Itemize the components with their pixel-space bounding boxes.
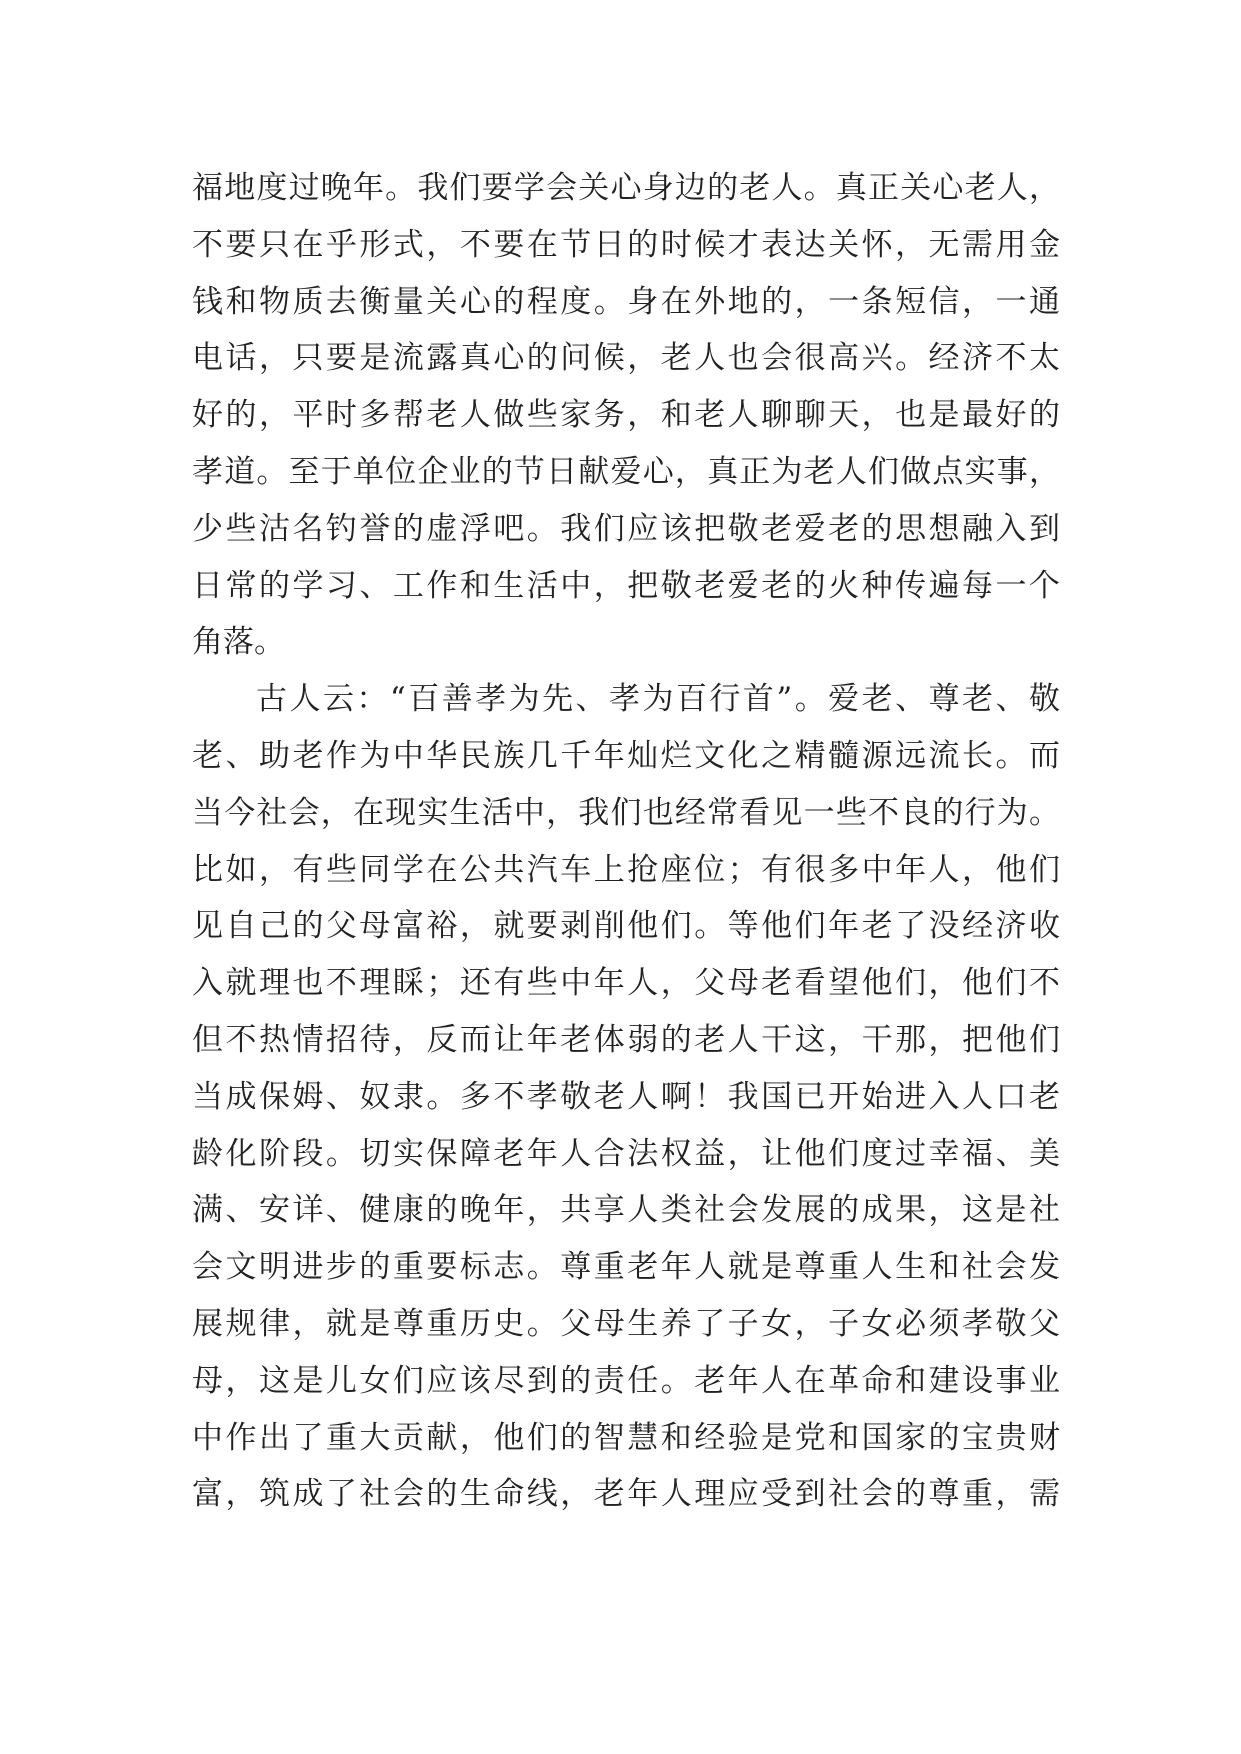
text-line: 见自己的父母富裕，就要剥削他们。等他们年老了没经济收: [192, 908, 1060, 945]
text-line: 满、安详、健康的晚年，共享人类社会发展的成果，这是社: [192, 1192, 1060, 1229]
text-line: 钱和物质去衡量关心的程度。身在外地的，一条短信，一通: [192, 283, 1060, 320]
text-line: 当今社会，在现实生活中，我们也经常看见一些不良的行为。: [192, 794, 1060, 831]
text-line: 比如，有些同学在公共汽车上抢座位；有很多中年人，他们: [192, 851, 1060, 888]
text-line: 电话，只要是流露真心的问候，老人也会很高兴。经济不太: [192, 340, 1060, 377]
text-line: 龄化阶段。切实保障老年人合法权益，让他们度过幸福、美: [192, 1135, 1060, 1172]
body-text: [192, 160, 1060, 1523]
text-line: 但不热情招待，反而让年老体弱的老人干这，干那，把他们: [192, 1021, 1060, 1058]
text-line: 中作出了重大贡献，他们的智慧和经验是党和国家的宝贵财: [192, 1419, 1060, 1456]
text-line: 入就理也不理睬；还有些中年人，父母老看望他们，他们不: [192, 965, 1060, 1002]
text-line: 不要只在乎形式，不要在节日的时候才表达关怀，无需用金: [192, 226, 1060, 263]
text-line: 母，这是儿女们应该尽到的责任。老年人在革命和建设事业: [192, 1362, 1060, 1399]
text-line: 当成保姆、奴隶。多不孝敬老人啊！我国已开始进入人口老: [192, 1078, 1060, 1115]
text-line: 好的，平时多帮老人做些家务，和老人聊聊天，也是最好的: [192, 397, 1060, 434]
text-line: 会文明进步的重要标志。尊重老年人就是尊重人生和社会发: [192, 1249, 1060, 1286]
text-line: 少些沽名钓誉的虚浮吧。我们应该把敬老爱老的思想融入到: [192, 510, 1060, 547]
text-line: 老、助老作为中华民族几千年灿烂文化之精髓源远流长。而: [192, 737, 1060, 774]
text-line: 孝道。至于单位企业的节日献爱心，真正为老人们做点实事，: [192, 453, 1060, 490]
text-line: 日常的学习、工作和生活中，把敬老爱老的火种传遍每一个: [192, 567, 1060, 604]
text-line: 福地度过晚年。我们要学会关心身边的老人。真正关心老人，: [192, 170, 1060, 206]
text-line: 角落。: [192, 624, 285, 661]
paragraph-start-line: 古人云：“百善孝为先、孝为百行首”。爱老、尊老、敬: [256, 681, 1060, 718]
text-line: 富，筑成了社会的生命线，老年人理应受到社会的尊重，需: [192, 1476, 1060, 1513]
text-line: 展规律，就是尊重历史。父母生养了子女，子女必须孝敬父: [192, 1305, 1060, 1342]
